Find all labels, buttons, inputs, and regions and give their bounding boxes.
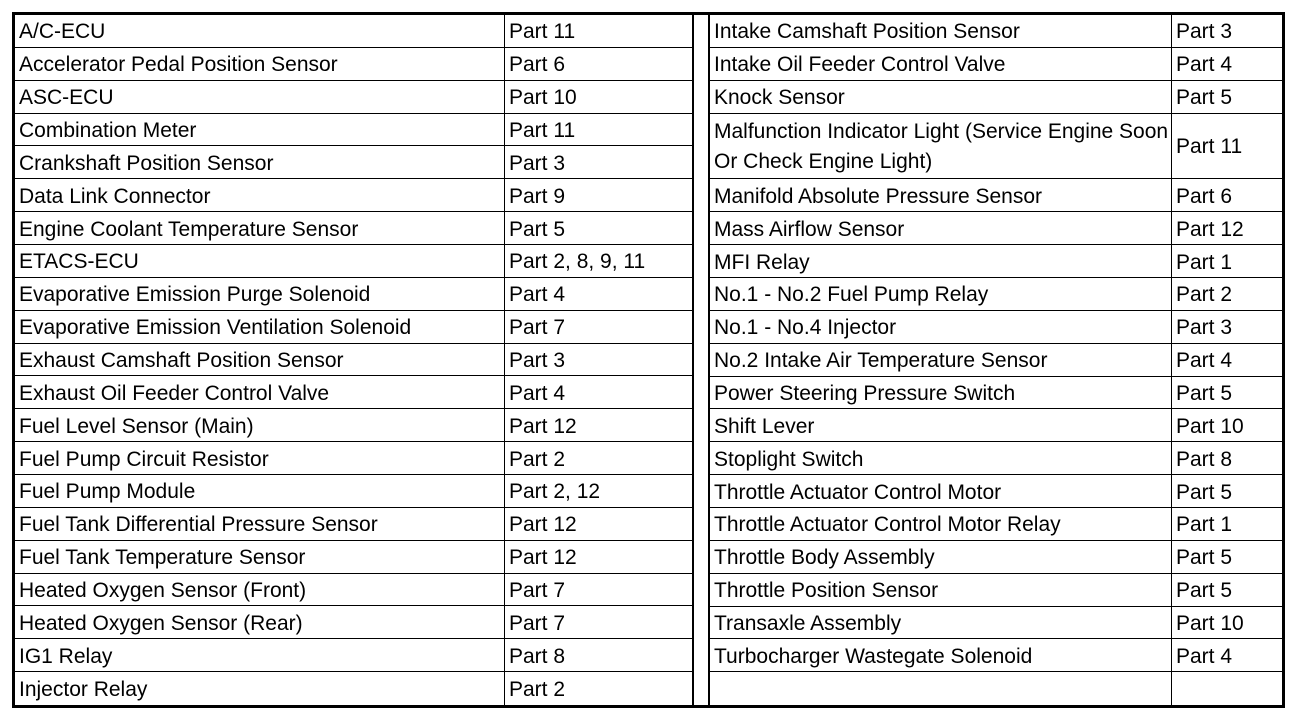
part-reference-cell: Part 11 [509, 119, 576, 142]
component-name-cell: Fuel Tank Temperature Sensor [15, 541, 505, 573]
part-reference-cell: Part 6 [509, 53, 566, 77]
component-name-cell: Fuel Tank Differential Pressure Sensor [15, 508, 505, 540]
right-column [710, 15, 1282, 705]
component-name-cell: Throttle Actuator Control Motor [710, 475, 1172, 507]
table-row [15, 278, 692, 311]
part-reference-cell: Part 7 [509, 316, 566, 340]
part-reference-cell: Part 12 [509, 414, 577, 438]
component-name-cell: Fuel Pump Module [15, 475, 505, 507]
part-reference-cell: Part 5 [1176, 546, 1233, 570]
part-reference-cell: Part 1 [1176, 250, 1233, 274]
part-reference-cell: Part 5 [1176, 480, 1233, 504]
table-row [710, 377, 1282, 410]
component-name-cell: Combination Meter [15, 114, 505, 146]
component-name-cell [710, 672, 1172, 705]
table-row [15, 179, 692, 212]
table-row [15, 114, 692, 147]
table-row [15, 15, 692, 48]
table-row [710, 607, 1282, 640]
component-name-cell: Heated Oxygen Sensor (Rear) [15, 606, 505, 638]
part-reference-cell: Part 10 [1176, 414, 1244, 438]
part-reference-cell: Part 4 [509, 381, 566, 405]
table-row [15, 409, 692, 442]
component-name-cell: Transaxle Assembly [710, 607, 1172, 639]
component-name-cell: Power Steering Pressure Switch [710, 377, 1172, 409]
part-reference-cell: Part 2, 8, 9, 11 [509, 250, 646, 274]
table-row [710, 15, 1282, 48]
part-reference-cell: Part 4 [1176, 53, 1233, 77]
part-reference-cell [1172, 672, 1282, 705]
part-reference-cell: Part 3 [1176, 20, 1233, 44]
component-name-cell: Fuel Pump Circuit Resistor [15, 442, 505, 474]
part-reference-cell: Part 5 [509, 217, 566, 241]
component-name-cell: IG1 Relay [15, 639, 505, 671]
component-name-cell: Accelerator Pedal Position Sensor [15, 48, 505, 80]
part-reference-cell: Part 8 [509, 644, 566, 668]
component-name-cell: Exhaust Oil Feeder Control Valve [15, 376, 505, 408]
table-row [15, 146, 692, 179]
part-reference-cell: Part 3 [1176, 316, 1233, 340]
component-name-cell: Throttle Actuator Control Motor Relay [710, 508, 1172, 540]
part-reference-cell: Part 3 [509, 349, 566, 373]
left-column [15, 15, 692, 705]
part-reference-cell: Part 10 [1176, 611, 1244, 635]
table-row [15, 574, 692, 607]
component-name-cell: MFI Relay [710, 245, 1172, 277]
table-row [710, 442, 1282, 475]
component-name-cell: No.1 - No.2 Fuel Pump Relay [710, 278, 1172, 310]
component-name-cell: Crankshaft Position Sensor [15, 146, 505, 178]
table-row [710, 278, 1282, 311]
part-reference-cell: Part 6 [1176, 184, 1233, 208]
table-row [15, 606, 692, 639]
table-row [710, 344, 1282, 377]
table-row [15, 311, 692, 344]
part-reference-cell: Part 8 [1176, 447, 1233, 471]
component-name-cell: Mass Airflow Sensor [710, 212, 1172, 244]
component-name-cell: Data Link Connector [15, 179, 505, 211]
table-row [710, 574, 1282, 607]
part-reference-cell: Part 7 [509, 611, 566, 635]
component-name-cell: A/C-ECU [15, 15, 505, 47]
component-name-cell: No.2 Intake Air Temperature Sensor [710, 344, 1172, 376]
table-row [15, 508, 692, 541]
component-name-cell: Malfunction Indicator Light (Service Engine Soon Or Check Engine Light) [710, 114, 1172, 179]
table-row [15, 376, 692, 409]
component-name-cell: Throttle Body Assembly [710, 541, 1172, 573]
component-name-cell: No.1 - No.4 Injector [710, 311, 1172, 343]
table-row [15, 48, 692, 81]
part-reference-cell: Part 2 [509, 447, 566, 471]
component-name-cell: Evaporative Emission Ventilation Solenoid [15, 311, 505, 343]
component-name-cell: Evaporative Emission Purge Solenoid [15, 278, 505, 310]
table-row [15, 639, 692, 672]
part-reference-cell: Part 4 [1176, 644, 1233, 668]
table-row [15, 344, 692, 377]
table-row [15, 245, 692, 278]
table-row [710, 48, 1282, 81]
component-name-cell: ETACS-ECU [15, 245, 505, 277]
component-name-cell: ASC-ECU [15, 81, 505, 113]
table-row [710, 541, 1282, 574]
part-reference-cell: Part 5 [1176, 381, 1233, 405]
table-row [710, 179, 1282, 212]
table-row [710, 409, 1282, 442]
table-row [710, 475, 1282, 508]
part-reference-cell: Part 4 [1176, 349, 1233, 373]
part-reference-cell: Part 2 [509, 678, 566, 702]
table-row [710, 245, 1282, 278]
table-row [710, 311, 1282, 344]
part-reference-cell: Part 10 [509, 86, 577, 110]
part-reference-cell: Part 3 [509, 151, 566, 175]
table-row [710, 212, 1282, 245]
component-name-cell: Shift Lever [710, 409, 1172, 441]
table-row [15, 672, 692, 705]
table-row [710, 81, 1282, 114]
component-name-cell: Stoplight Switch [710, 442, 1172, 474]
part-reference-cell: Part 2 [1176, 283, 1233, 307]
component-name-cell: Fuel Level Sensor (Main) [15, 409, 505, 441]
table-row [15, 212, 692, 245]
component-name-cell: Intake Oil Feeder Control Valve [710, 48, 1172, 80]
part-reference-cell: Part 7 [509, 579, 566, 603]
component-name-cell: Throttle Position Sensor [710, 574, 1172, 606]
part-reference-cell: Part 4 [509, 283, 566, 307]
component-index-table [12, 12, 1285, 708]
part-reference-cell: Part 1 [1176, 513, 1233, 537]
component-name-cell: Exhaust Camshaft Position Sensor [15, 344, 505, 376]
part-reference-cell: Part 12 [509, 546, 577, 570]
part-reference-cell: Part 5 [1176, 579, 1233, 603]
table-row [15, 81, 692, 114]
part-reference-cell: Part 2, 12 [509, 480, 601, 504]
table-row [15, 475, 692, 508]
component-name-cell: Engine Coolant Temperature Sensor [15, 212, 505, 244]
column-divider [692, 15, 710, 705]
table-row [710, 639, 1282, 672]
table-row [710, 672, 1282, 705]
table-row [15, 541, 692, 574]
component-name-cell: Manifold Absolute Pressure Sensor [710, 179, 1172, 211]
component-name-cell: Knock Sensor [710, 81, 1172, 113]
part-reference-cell: Part 12 [509, 513, 577, 537]
part-reference-cell: Part 11 [1176, 135, 1243, 159]
table-row [710, 508, 1282, 541]
component-name-cell: Heated Oxygen Sensor (Front) [15, 574, 505, 606]
part-reference-cell: Part 9 [509, 184, 566, 208]
component-name-cell: Injector Relay [15, 672, 505, 705]
table-row [15, 442, 692, 475]
component-name-cell: Intake Camshaft Position Sensor [710, 15, 1172, 47]
part-reference-cell: Part 12 [1176, 217, 1244, 241]
component-name-cell: Turbocharger Wastegate Solenoid [710, 639, 1172, 671]
part-reference-cell: Part 11 [509, 20, 576, 44]
table-row [710, 114, 1282, 180]
part-reference-cell: Part 5 [1176, 86, 1233, 110]
